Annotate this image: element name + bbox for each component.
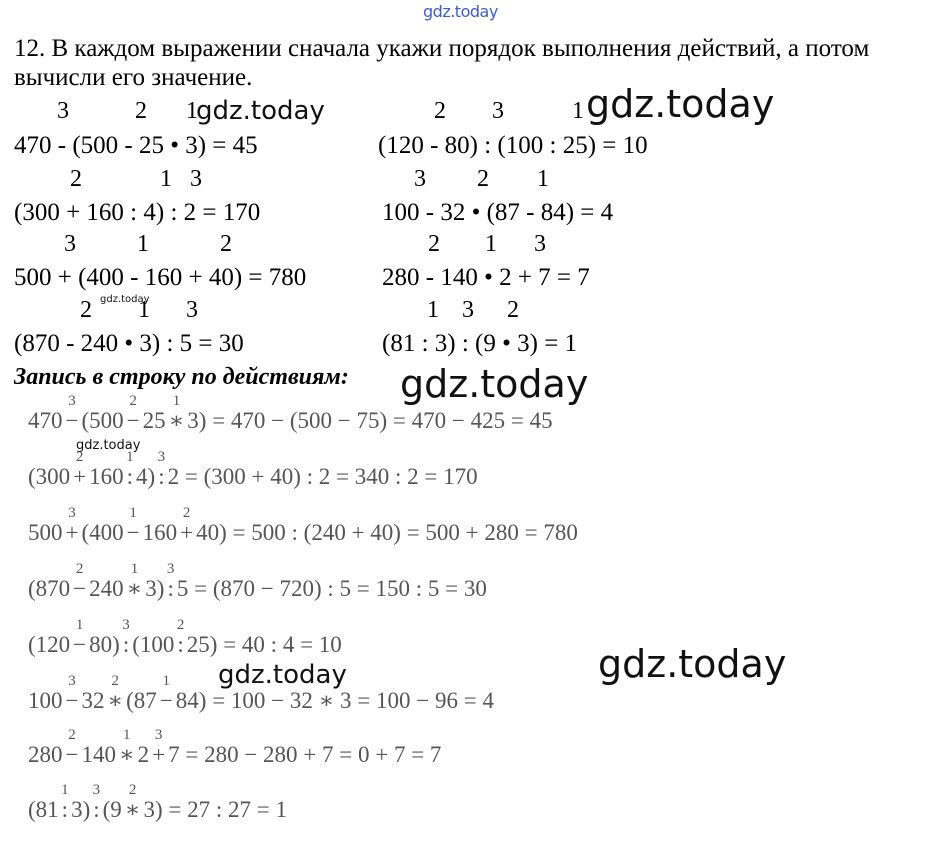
section-caption: Запись в строку по действиям: [14, 364, 349, 390]
operand: (100 [132, 632, 175, 657]
order-digit: 2 [220, 231, 232, 257]
operand: 2 [137, 742, 150, 767]
operand: 3) [145, 576, 165, 601]
order-digit: 2 [507, 297, 519, 323]
operand: 280 [28, 742, 63, 767]
operand: 3) [187, 408, 207, 433]
operator-with-order [124, 449, 136, 490]
operator-with-order [70, 561, 89, 602]
task-statement: 12. В каждом выражении сначала укажи порядок выполнения действий, а потом вычисли его значение. [14, 35, 870, 91]
operator-with-order [157, 673, 176, 714]
operator-with-order [177, 505, 196, 546]
expression: (300 + 160 : 4) : 2 = 170 [14, 199, 261, 226]
operand: 500 [28, 520, 63, 545]
operator-with-order [70, 617, 89, 658]
operand: 4) [136, 464, 156, 489]
computation-result: = (300 + 40) : 2 = 340 : 2 = 170 [179, 464, 478, 489]
order-number: 3 [68, 673, 76, 689]
operator: + [180, 520, 194, 545]
order-digit: 2 [434, 98, 446, 124]
watermark-top: gdz.today [423, 2, 498, 21]
expression: 100 - 32 • (87 - 84) = 4 [382, 199, 614, 226]
operator-with-order [149, 727, 168, 768]
order-digit: 1 [137, 231, 149, 257]
operator: − [73, 632, 87, 657]
operand: (400 [81, 520, 124, 545]
order-number: 3 [166, 561, 175, 577]
operator: + [152, 742, 166, 767]
order-number: 2 [75, 561, 84, 577]
operator-with-order [174, 617, 186, 658]
solution-line [28, 782, 287, 845]
operand: 25) [186, 632, 218, 657]
computation-result: = 100 − 32 ∗ 3 = 100 − 96 = 4 [206, 688, 494, 713]
order-digit: 3 [64, 231, 76, 257]
order-digit: 1 [186, 98, 198, 124]
order-number: 3 [92, 782, 101, 798]
order-number: 2 [176, 617, 185, 633]
expression: (120 - 80) : (100 : 25) = 10 [378, 132, 648, 159]
operator-with-order [120, 617, 132, 658]
solution-line [28, 393, 553, 456]
order-number: 3 [154, 727, 163, 743]
operator: ∗ [107, 688, 124, 713]
expression: (81 : 3) : (9 • 3) = 1 [382, 330, 578, 357]
operator: − [126, 408, 140, 433]
operand: (81 [28, 797, 59, 822]
expression: 470 - (500 - 25 • 3) = 45 [14, 132, 258, 159]
operator: − [126, 520, 140, 545]
operator: : [158, 464, 165, 489]
order-number: 3 [68, 505, 76, 521]
order-digit: 3 [414, 166, 426, 192]
operand: 470 [28, 408, 63, 433]
order-number: 3 [68, 393, 76, 409]
watermark: gdz.today [218, 660, 347, 690]
operator: + [65, 520, 79, 545]
watermark: gdz.today [100, 294, 150, 305]
order-number: 3 [157, 449, 166, 465]
operand: 160 [89, 464, 124, 489]
computation-result: = 27 : 27 = 1 [162, 797, 287, 822]
operand: 3) [143, 797, 163, 822]
operator: − [65, 408, 79, 433]
order-number: 2 [68, 727, 76, 743]
order-number: 2 [75, 449, 84, 465]
computation-result: = 40 : 4 = 10 [217, 632, 342, 657]
operator: − [65, 742, 79, 767]
order-digit: 1 [485, 231, 497, 257]
operand: (87 [126, 688, 157, 713]
operator: + [73, 464, 87, 489]
order-digit: 1 [537, 166, 549, 192]
operand: 240 [89, 576, 124, 601]
operator-with-order [164, 561, 176, 602]
order-digit: 2 [135, 98, 147, 124]
expression: (870 - 240 • 3) : 5 = 30 [14, 330, 244, 357]
operand: (120 [28, 632, 71, 657]
order-number: 2 [111, 673, 120, 689]
order-digit: 2 [80, 297, 92, 323]
computation-result: = (870 − 720) : 5 = 150 : 5 = 30 [188, 576, 487, 601]
operator: − [159, 688, 173, 713]
operator-with-order [59, 782, 71, 823]
solution-line [28, 727, 442, 790]
operator: : [177, 632, 184, 657]
order-number: 1 [172, 393, 181, 409]
solution-line [28, 505, 578, 568]
order-digit: 3 [186, 297, 198, 323]
operand: 80) [89, 632, 120, 657]
order-digit: 3 [534, 231, 546, 257]
operator: − [73, 576, 87, 601]
operator-with-order [63, 505, 82, 546]
order-number: 1 [126, 449, 134, 465]
watermark: gdz.today [76, 438, 141, 453]
order-digit: 2 [70, 166, 82, 192]
operator-with-order [124, 505, 143, 546]
order-number: 3 [122, 617, 130, 633]
operator-with-order [166, 393, 188, 434]
operand: (500 [81, 408, 124, 433]
order-number: 1 [123, 727, 131, 743]
operator: : [167, 576, 174, 601]
operator: : [122, 632, 130, 657]
computation-result: = 470 − (500 − 75) = 470 − 425 = 45 [206, 408, 553, 433]
operator-with-order [70, 449, 89, 490]
operator-with-order [63, 673, 82, 714]
operator: ∗ [124, 797, 141, 822]
operator-with-order [63, 727, 82, 768]
order-digit: 1 [160, 166, 172, 192]
operator-with-order [124, 393, 143, 434]
order-digit: 3 [492, 98, 504, 124]
operand: 2 [167, 464, 180, 489]
operand: 32 [81, 688, 105, 713]
operator: − [65, 688, 79, 713]
order-number: 1 [61, 782, 69, 798]
order-number: 1 [162, 673, 171, 689]
watermark: gdz.today [598, 642, 787, 686]
computation-result: = 500 : (240 + 40) = 500 + 280 = 780 [226, 520, 578, 545]
operand: 40) [196, 520, 227, 545]
order-number: 2 [128, 782, 137, 798]
order-number: 1 [129, 505, 137, 521]
operator: ∗ [126, 576, 143, 601]
operand: 7 [168, 742, 180, 767]
operator: : [61, 797, 69, 822]
order-digit: 1 [427, 297, 439, 323]
operand: (9 [102, 797, 122, 822]
operand: (300 [28, 464, 71, 489]
order-digit: 1 [138, 297, 150, 323]
operator-with-order [155, 449, 167, 490]
order-number: 2 [129, 393, 137, 409]
operator-with-order [90, 782, 102, 823]
order-digit: 1 [572, 98, 584, 124]
operator: : [126, 464, 134, 489]
operand: 160 [142, 520, 178, 545]
operand: 5 [176, 576, 189, 601]
order-digit: 3 [190, 166, 202, 192]
order-digit: 3 [57, 98, 69, 124]
solution-line [28, 561, 487, 624]
operator-with-order [104, 673, 126, 714]
solution-line [28, 449, 478, 512]
operand: 100 [28, 688, 63, 713]
watermark: gdz.today [586, 82, 775, 126]
computation-result: = 280 − 280 + 7 = 0 + 7 = 7 [179, 742, 442, 767]
operand: 140 [81, 742, 116, 767]
operator: : [93, 797, 100, 822]
order-number: 2 [182, 505, 191, 521]
order-digit: 3 [462, 297, 474, 323]
expression: 500 + (400 - 160 + 40) = 780 [14, 264, 307, 291]
operator-with-order [116, 727, 138, 768]
operand: 25 [142, 408, 166, 433]
operator-with-order [122, 782, 144, 823]
order-number: 1 [130, 561, 139, 577]
order-digit: 2 [477, 166, 489, 192]
expression: 280 - 140 • 2 + 7 = 7 [382, 264, 590, 291]
operand: 3) [71, 797, 91, 822]
operator-with-order [124, 561, 146, 602]
order-digit: 2 [428, 231, 440, 257]
watermark: gdz.today [196, 96, 325, 126]
operator: ∗ [118, 742, 135, 767]
operator: ∗ [168, 408, 185, 433]
operand: (870 [28, 576, 71, 601]
operator-with-order [63, 393, 82, 434]
order-number: 1 [75, 617, 84, 633]
operand: 84) [175, 688, 207, 713]
watermark: gdz.today [400, 362, 589, 406]
